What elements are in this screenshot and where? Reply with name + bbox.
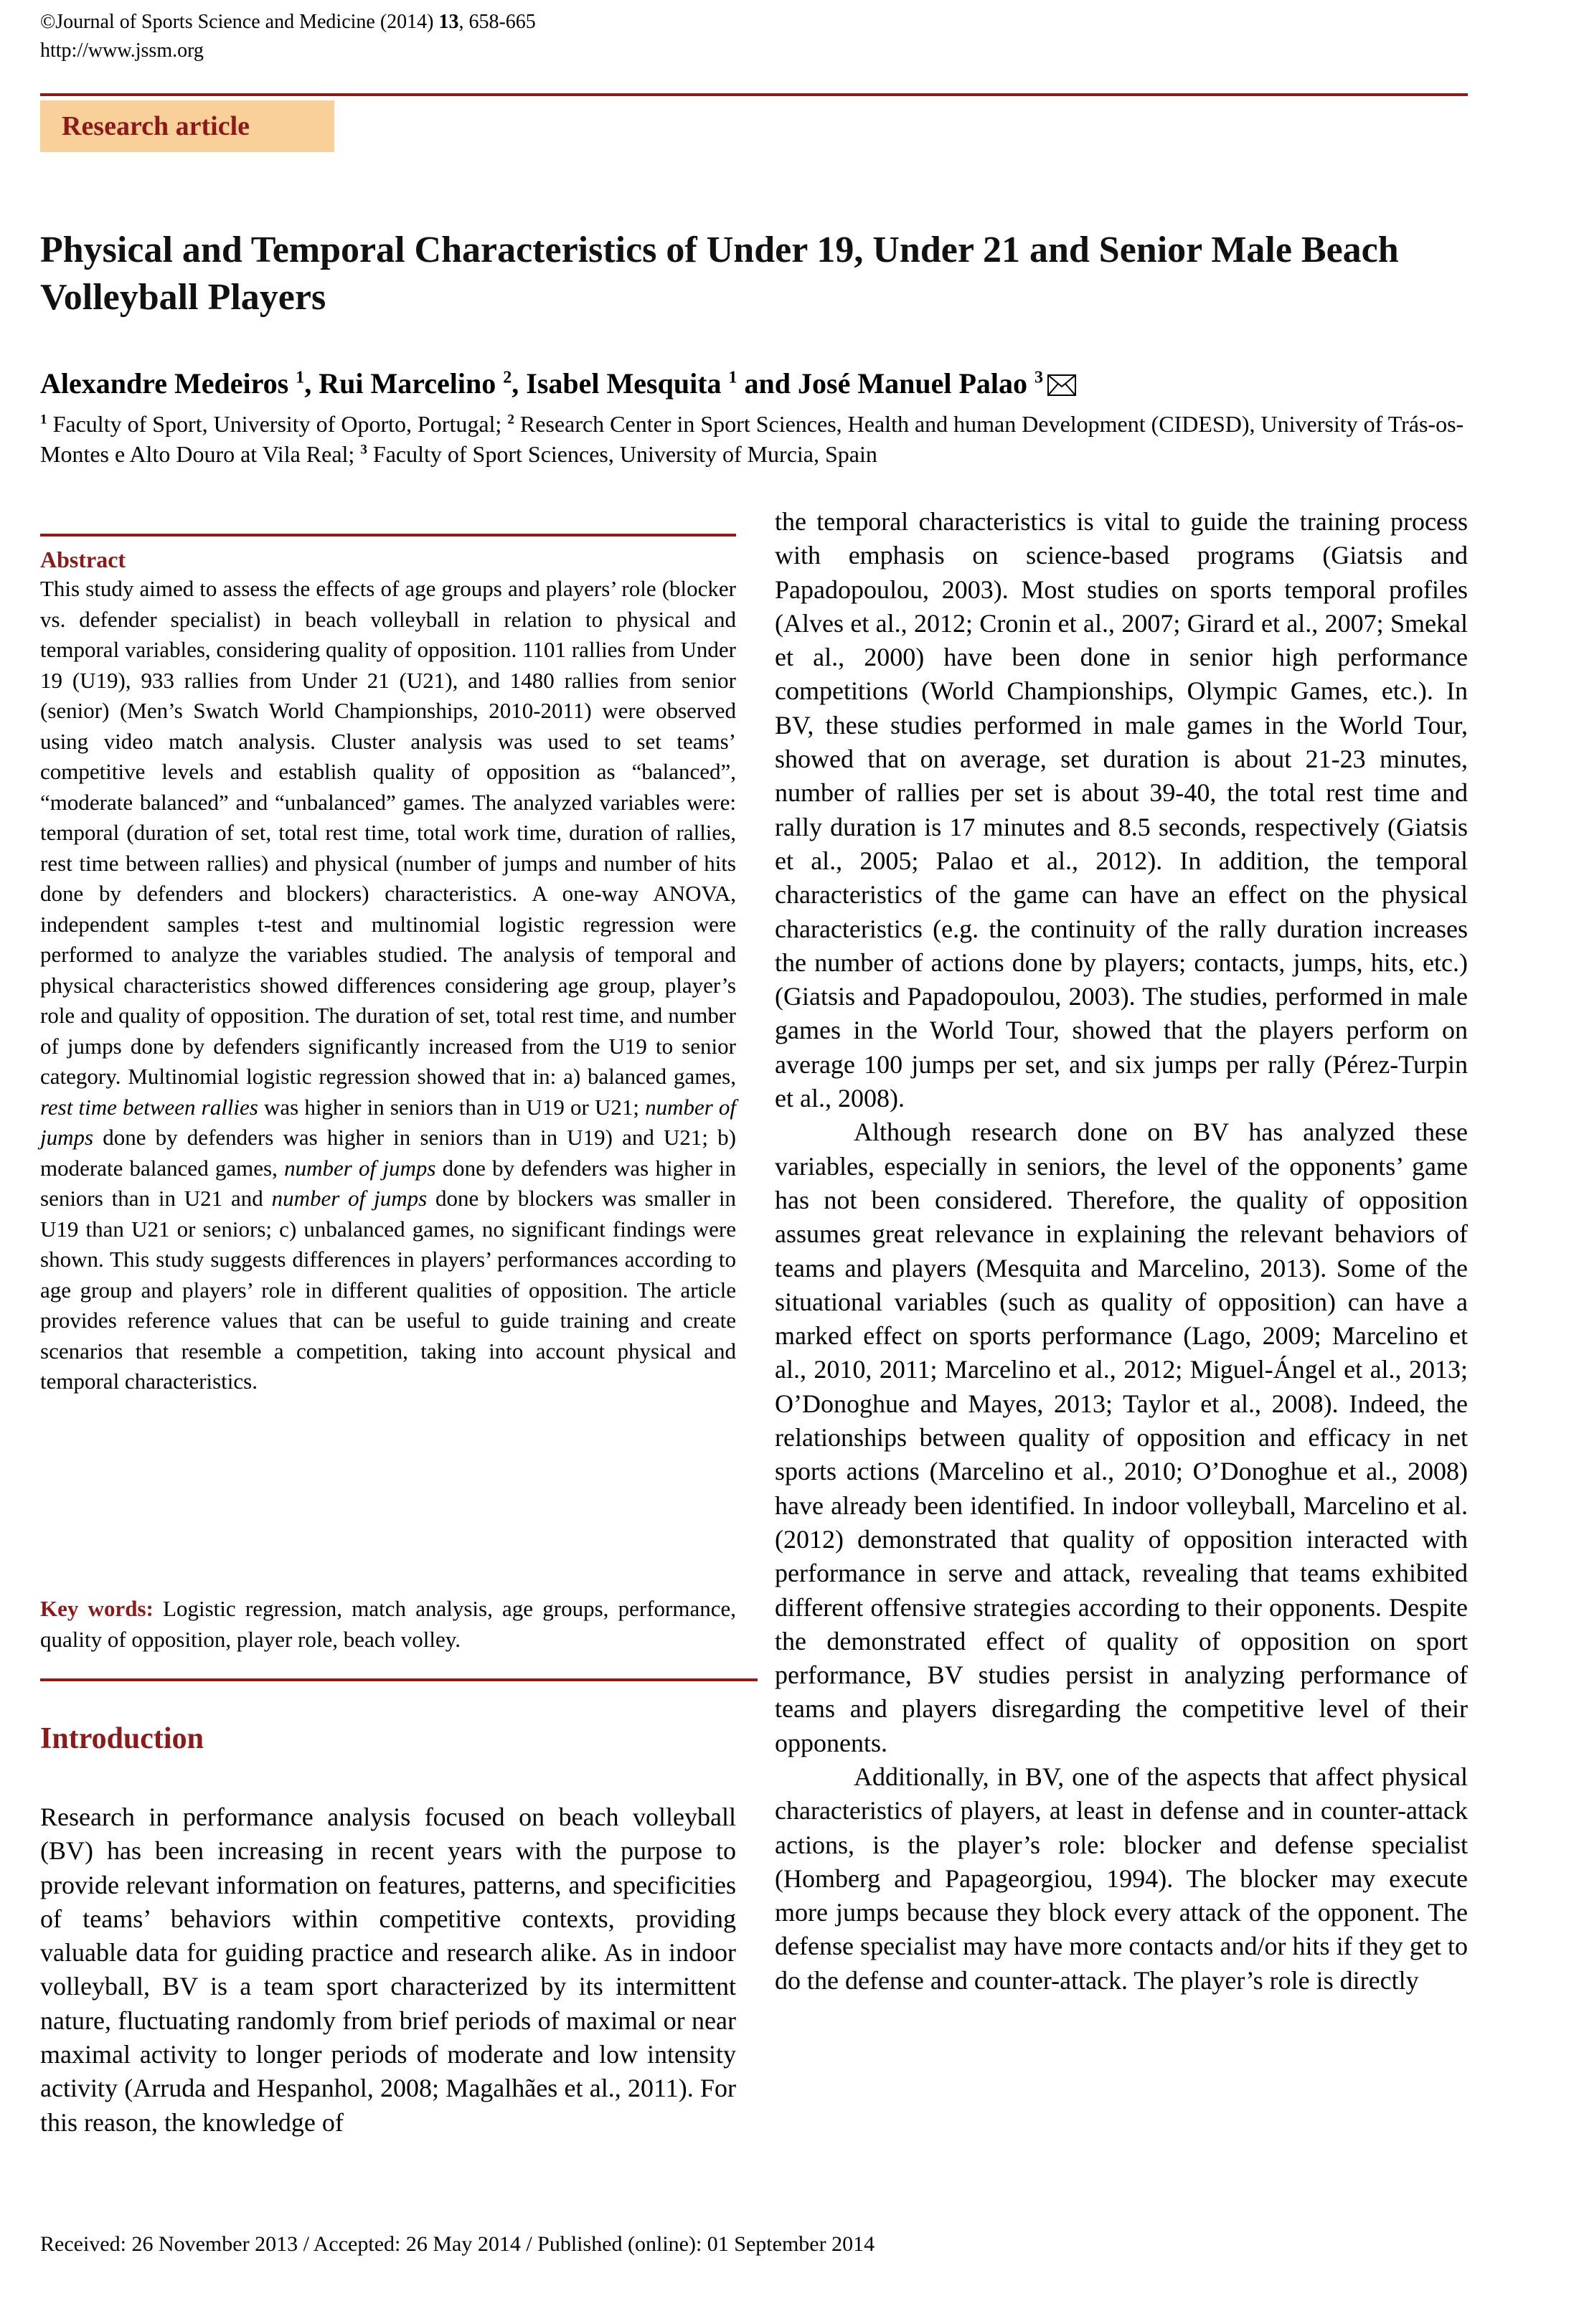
envelope-icon[interactable] (1047, 374, 1076, 396)
header-rule (40, 93, 1468, 96)
publication-dates: Received: 26 November 2013 / Accepted: 26 May 2014 / Published (online): 01 September 2014 (40, 2232, 875, 2256)
author-list: Alexandre Medeiros $^1$, Rui Marcelino $^2$, Isabel Mesquita $^1$ and José Manuel Palao $^3$ (40, 366, 1076, 402)
abstract-heading: Abstract (40, 547, 126, 572)
introduction-heading: Introduction (40, 1722, 204, 1755)
intro-paragraph-1: Research in performance analysis focused on beach volleyball (BV) has been increasing in recent years with the purpose to provide relevant information on features, patterns, and specificities of teams’ behaviors within competitive contexts, providing valuable data for guiding practice and research alike. As in indoor volleyball, BV is a team sport characterized by its intermittent nature, fluctuating randomly from brief periods of maximal or near maximal activity to longer periods of moderate and low intensity activity (Arruda and Hespanhol, 2008; Magalhães et al., 2011). For this reason, the knowledge of (40, 1803, 736, 2137)
intro-paragraph-3: Although research done on BV has analyzed these variables, especially in seniors, the level of the opponents’ game has not been considered. Therefore, the quality of opposition assumes great relevance in explaining the relevant behaviors of teams and players (Mesquita and Marcelino, 2013). Some of the situational variables (such as quality of opposition) can have a marked effect on sports performance (Lago, 2009; Marcelino et al., 2010, 2011; Marcelino et al., 2012; Miguel-Ángel et al., 2013; O’Donoghue and Mayes, 2013; Taylor et al., 2008). Indeed, the relationships between quality of opposition and efficacy in net sports actions (Marcelino et al., 2010; O’Donoghue et al., 2008) have already been identified. In indoor volleyball, Marcelino et al. (2012) demonstrated that quality of opposition interacted with performance in serve and attack, revealing that teams exhibited different offensive strategies according to their opponents. Despite the demonstrated effect of quality of opposition on sport performance, BV studies persist in analyzing performance of teams and players disregarding the competitive level of their opponents. (775, 1118, 1468, 1757)
journal-citation: ©Journal of Sports Science and Medicine (2014) 13, 658-665 (40, 11, 536, 33)
keywords: Key words: Logistic regression, match analysis, age groups, performance, quality of opposition, player role, beach volley. (40, 1596, 736, 1652)
introduction-left (40, 1800, 736, 2140)
abstract-text: This study aimed to assess the effects of age groups and players’ role (blocker vs. defender specialist) in beach volleyball in relation to physical and temporal variables, considering quality of opposition. 1101 rallies from Under 19 (U19), 933 rallies from Under 21 (U21), and 1480 rallies from senior (senior) (Men’s Swatch World Championships, 2010-2011) were observed using video match analysis. Cluster analysis was used to set teams’ competitive levels and establish quality of opposition as “balanced”, “moderate balanced” and “unbalanced” games. The analyzed variables were: temporal (duration of set, total rest time, total work time, duration of rallies, rest time between rallies) and physical (number of jumps and number of hits done by defenders and blockers) characteristics. A one-way ANOVA, independent samples t-test and multinomial logistic regression were performed to analyze the variables studied. The analysis of temporal and physical characteristics showed differences considering age group, player’s role and quality of opposition. The duration of set, total rest time, and number of jumps done by defenders significantly increased from the U19 to senior category. Multinomial logistic regression showed that in: a) balanced games, rest time between rallies was higher in seniors than in U19 or U21; number of jumps done by defenders was higher in seniors than in U19) and U21; b) moderate balanced games, number of jumps done by defenders was higher in seniors than in U21 and number of jumps done by blockers was smaller in U19 than U21 or seniors; c) unbalanced games, no significant findings were shown. This study suggests differences in players’ performances according to age group and players’ role in different qualities of opposition. The article provides reference values that can be useful to guide training and create scenarios that resemble a competition, taking into account physical and temporal characteristics. (40, 576, 737, 1394)
keywords-bottom-rule (40, 1678, 758, 1681)
article-type-badge: Research article (40, 100, 334, 152)
abstract-section (40, 545, 736, 1397)
affiliations: $^1$ Faculty of Sport, University of Oporto, Portugal; $^2$ Research Center in Sport Sciences, Health and human Development (CIDESD), University of Trás-os-Montes e Alto Douro at Vila Real; $^3$ Faculty of Sport Sciences, University of Murcia, Spain (40, 411, 1464, 467)
introduction-right (775, 505, 1468, 1998)
introduction-heading-block (40, 1721, 736, 1756)
paper-title: Physical and Temporal Characteristics of Under 19, Under 21 and Senior Male Beach Volleyball Players (40, 230, 1399, 318)
journal-url[interactable]: http://www.jssm.org (40, 39, 204, 62)
intro-paragraph-2: the temporal characteristics is vital to guide the training process with emphasis on science-based programs (Giatsis and Papadopoulou, 2003). Most studies on sports temporal profiles (Alves et al., 2012; Cronin et al., 2007; Girard et al., 2007; Smekal et al., 2000) have been done in senior high performance competitions (World Championships, Olympic Games, etc.). In BV, these studies performed in male games in the World Tour, showed that on average, set duration is about 21-23 minutes, number of rallies per set is about 39-40, the total rest time and rally duration is 17 minutes and 8.5 seconds, respectively (Giatsis et al., 2005; Palao et al., 2012). In addition, the temporal characteristics of the game can have an effect on the physical characteristics (e.g. the continuity of the rally duration increases the number of actions done by players; contacts, jumps, hits, etc.) (Giatsis and Papadopoulou, 2003). The studies, performed in male games in the World Tour, showed that the players perform on average 100 jumps per set, and six jumps per rally (Pérez-Turpin et al., 2008). (775, 507, 1468, 1113)
abstract-top-rule (40, 534, 736, 537)
intro-paragraph-4: Additionally, in BV, one of the aspects that affect physical characteristics of players, at least in defense and in counter-attack actions, is the player’s role: blocker and defense specialist (Homberg and Papageorgiou, 1994). The blocker may execute more jumps because they block every attack of the opponent. The defense specialist may have more contacts and/or hits if they get to do the defense and counter-attack. The player’s role is directly (775, 1762, 1468, 1995)
